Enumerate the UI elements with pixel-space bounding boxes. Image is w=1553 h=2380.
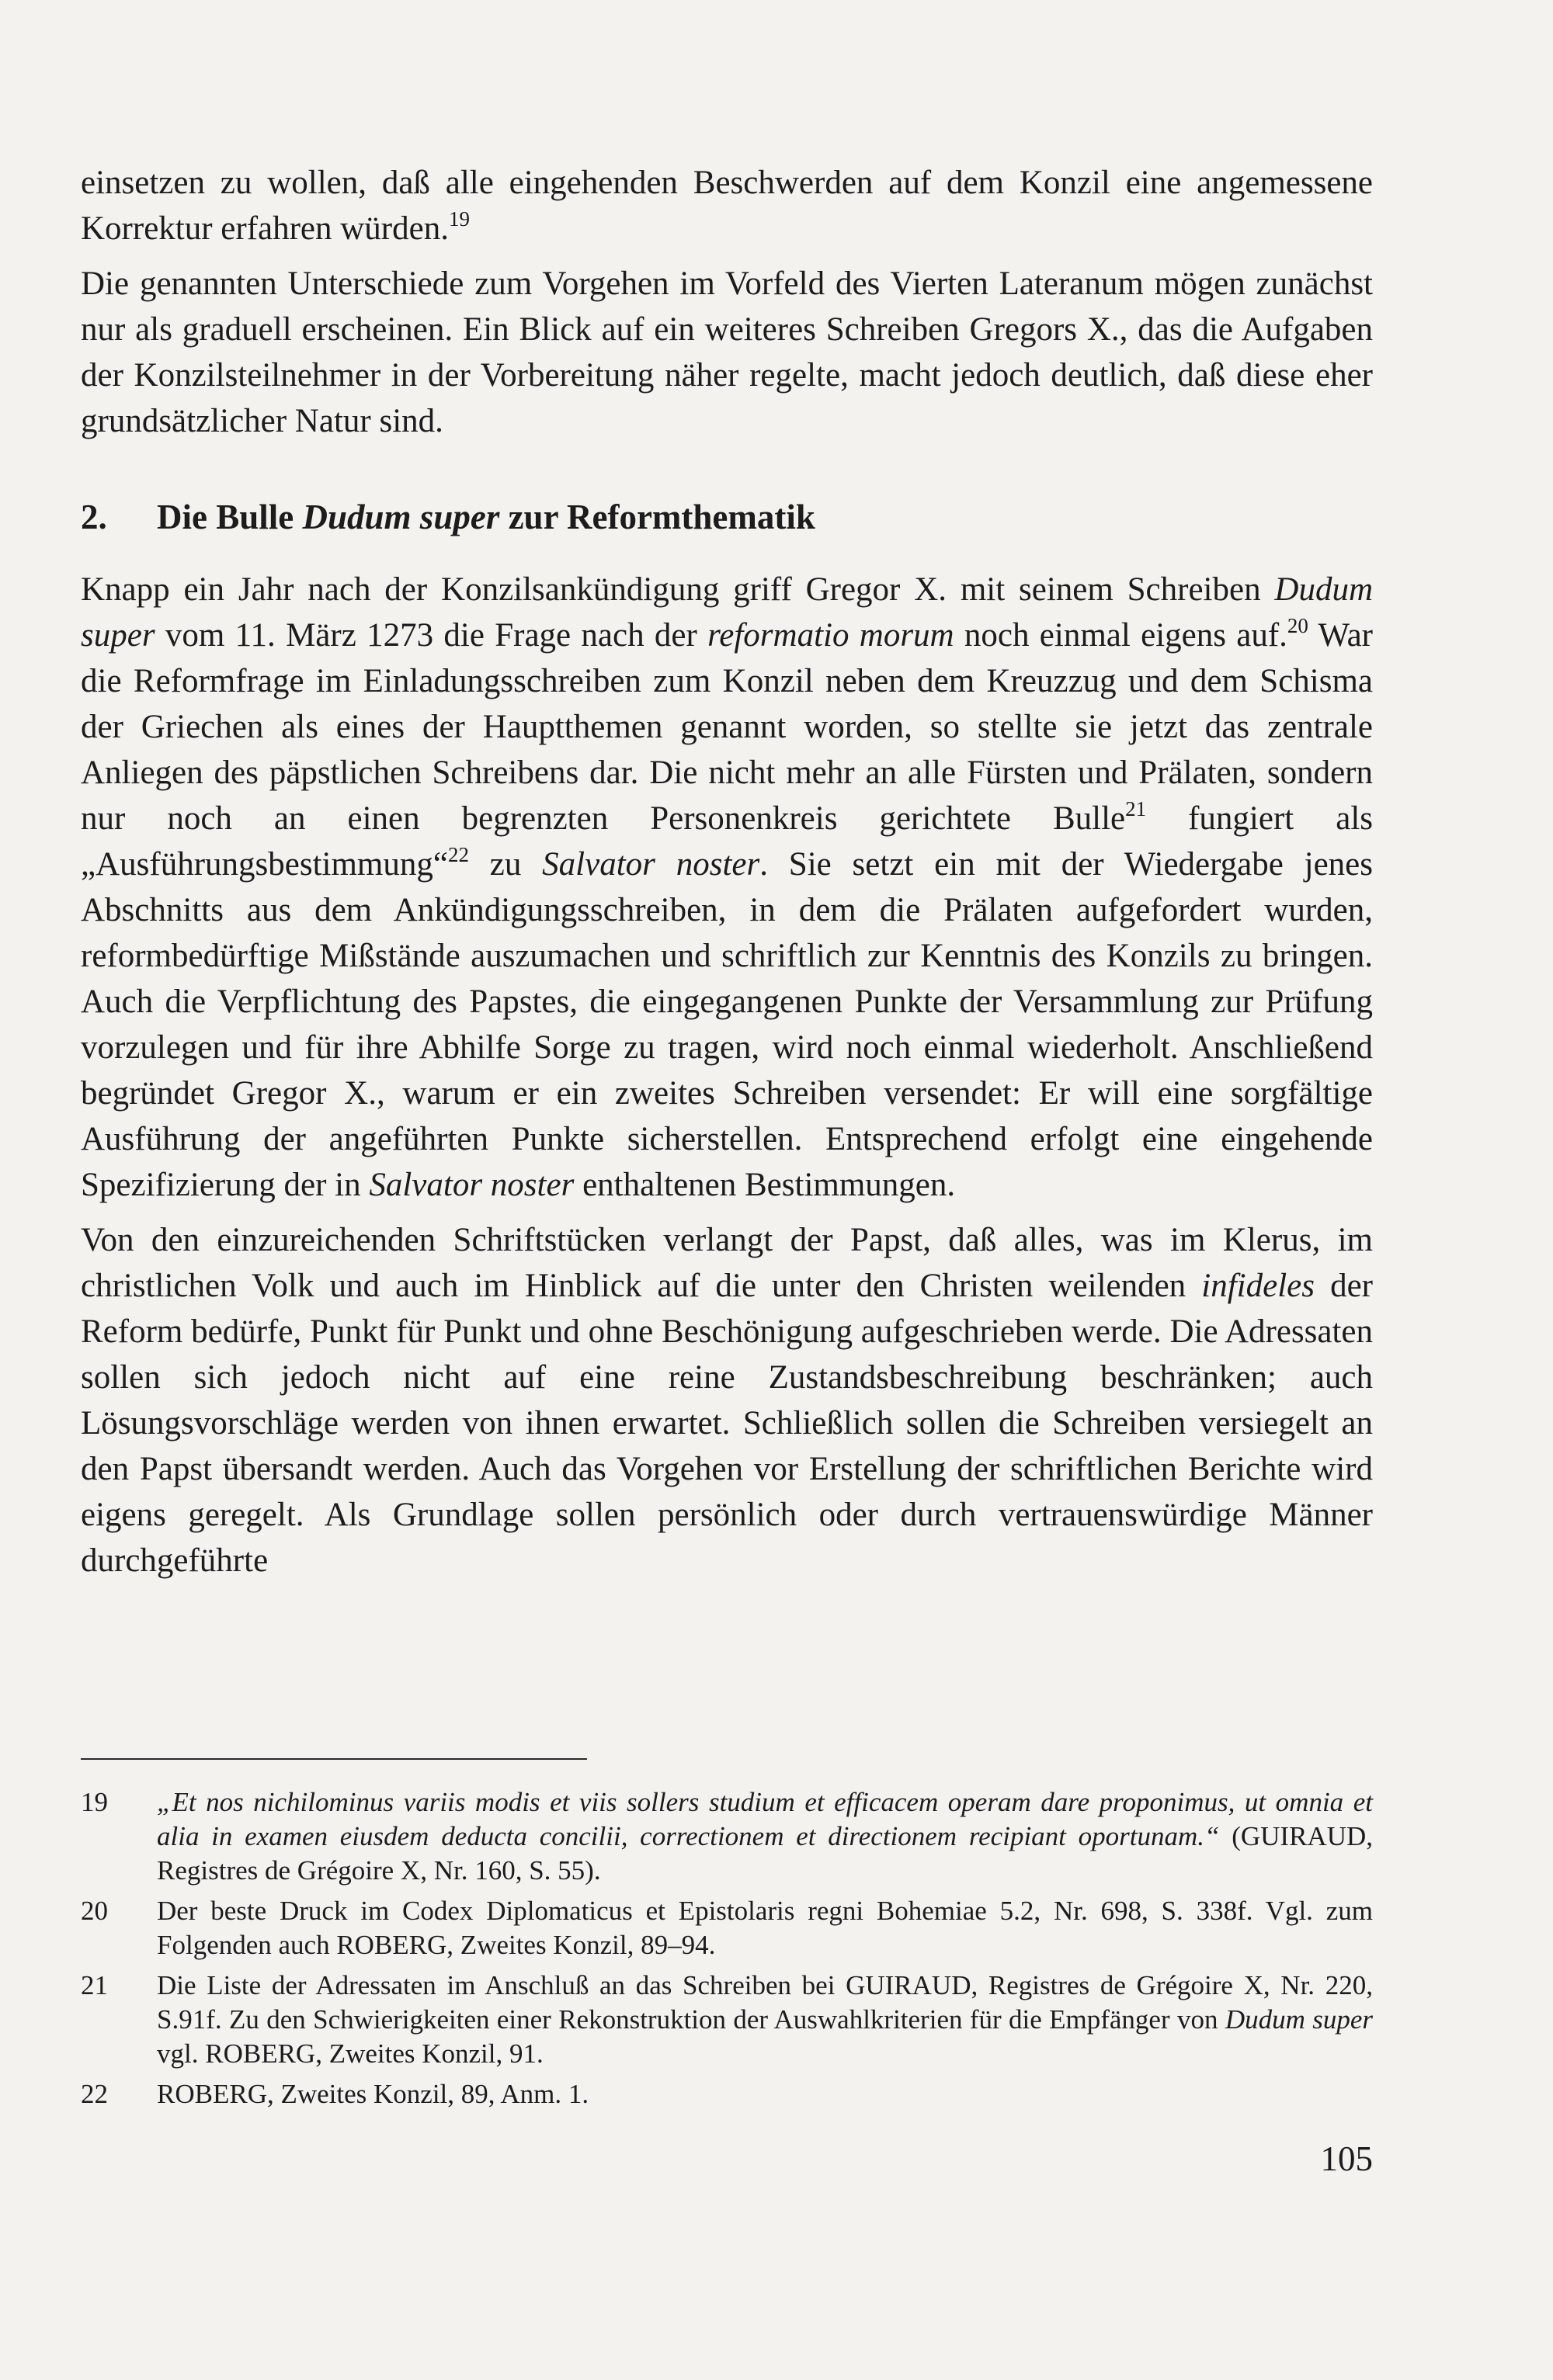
paragraph-1: einsetzen zu wollen, daß alle eingehenden Beschwerden auf dem Konzil eine angemessene Korrektur erfahren würden.$^{19}$	[81, 165, 1373, 247]
footnote-ref-19: 19	[448, 207, 470, 231]
section-heading: 2. Die Bulle Dudum super zur Reformthematik	[81, 494, 1373, 540]
footnote-19: 19 „Et nos nichilominus variis modis et viis sollers studium et efficacem operam dare proponimus, ut omnia et alia in examen eiusdem deducta concilii, correctionem et directionem recipiant oportunam.“ (GUIRAUD, Registres de Grégoire X, Nr. 160, S. 55).	[81, 1785, 1373, 1888]
footnote-20: 20 Der beste Druck im Codex Diplomaticus et Epistolaris regni Bohemiae 5.2, Nr. 698, S. 338f. Vgl. zum Folgenden auch ROBERG, Zweites Konzil, 89–94.	[81, 1894, 1373, 1962]
footnote-number: 20	[81, 1896, 108, 1926]
footnote-number: 21	[81, 1970, 108, 2000]
footnote-ref-21: 21	[1125, 797, 1147, 821]
section-number: 2.	[81, 498, 107, 536]
footnote-21: 21 Die Liste der Adressaten im Anschluß an das Schreiben bei GUIRAUD, Registres de Grégoire X, Nr. 220, S.91f. Zu den Schwierigkeiten einer Rekonstruktion der Auswahlkriterien für die Empfänger von Dudum super vgl. ROBERG, Zweites Konzil, 91.	[81, 1969, 1373, 2071]
footnote-ref-22: 22	[447, 843, 469, 866]
footnote-22: 22 ROBERG, Zweites Konzil, 89, Anm. 1.	[81, 2077, 1373, 2111]
paragraph-4: Von den einzureichenden Schriftstücken verlangt der Papst, daß alles, was im Klerus, im christlichen Volk und auch im Hinblick auf die unter den Christen weilenden infideles der Reform bedürfe, Punkt für Punkt und ohne Beschönigung aufgeschrieben werde. Die Adressaten sollen sich jedoch nicht auf eine reine Zustandsbeschreibung beschränken; auch Lösungsvorschläge werden von ihnen erwartet. Schließlich sollen die Schreiben versiegelt an den Papst übersandt werden. Auch das Vorgehen vor Erstellung der schriftlichen Berichte wird eigens geregelt. Als Grundlage sollen persönlich oder durch vertrauenswürdige Männer durchgeführte	[81, 1222, 1373, 1579]
footnotes	[81, 1785, 1373, 2118]
footnote-separator	[81, 1758, 587, 1760]
paragraph-3: Knapp ein Jahr nach der Konzilsankündigung griff Gregor X. mit seinem Schreiben Dudum super vom 11. März 1273 die Frage nach der reformatio morum noch einmal eigens auf.$^{20}$ War die Reformfrage im Einladungsschreiben zum Konzil neben dem Kreuzzug und dem Schisma der Griechen als eines der Hauptthemen genannt worden, so stellte sie jetzt das zentrale Anliegen des päpstlichen Schreibens dar. Die nicht mehr an alle Fürsten und Prälaten, sondern nur noch an einen begrenzten Personenkreis gerichtete Bulle$^{21}$ fungiert als „Ausführungsbestimmung“$^{22}$ zu Salvator noster. Sie setzt ein mit der Wiedergabe jenes Abschnitts aus dem Ankündigungsschreiben, in dem die Prälaten aufgefordert wurden, reformbedürftige Mißstände auszumachen und schriftlich zur Kenntnis des Konzils zu bringen. Auch die Verpflichtung des Papstes, die eingegangenen Punkte der Versammlung zur Prüfung vorzulegen und für ihre Abhilfe Sorge zu tragen, wird noch einmal wiederholt. Anschließend begründet Gregor X., warum er ein zweites Schreiben versendet: Er will eine sorgfältige Ausführung der angeführten Punkte sicherstellen. Entsprechend erfolgt eine eingehende Spezifizierung der in Salvator noster enthaltenen Bestimmungen.	[81, 571, 1374, 1203]
paragraph-2: Die genannten Unterschiede zum Vorgehen im Vorfeld des Vierten Lateranum mögen zunächst nur als graduell erscheinen. Ein Blick auf ein weiteres Schreiben Gregors X., das die Aufgaben der Konzilsteilnehmer in der Vorbereitung näher regelte, macht jedoch deutlich, daß diese eher grundsätzlicher Natur sind.	[81, 265, 1373, 439]
footnote-number: 19	[81, 1787, 108, 1817]
main-text	[81, 160, 1373, 1593]
footnote-number: 22	[81, 2079, 108, 2109]
page-number: 105	[1320, 2139, 1373, 2178]
footnote-ref-20: 20	[1287, 614, 1308, 637]
